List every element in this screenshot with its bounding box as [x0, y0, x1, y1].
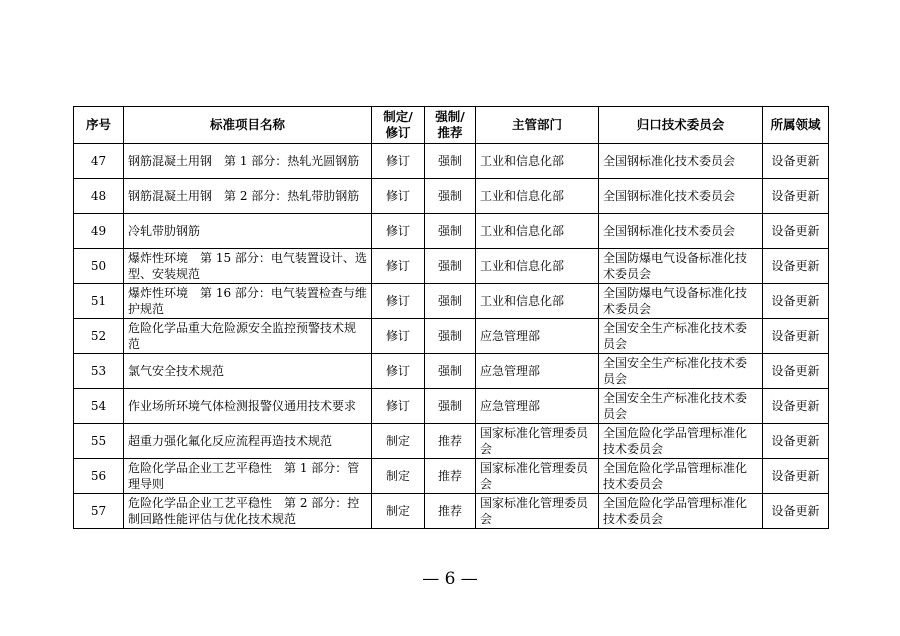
cell-no: 54 [74, 389, 124, 424]
standards-table [73, 106, 829, 529]
cell-standard-name: 爆炸性环境 第 16 部分：电气装置检查与维护规范 [124, 284, 372, 319]
cell-area: 设备更新 [763, 424, 829, 459]
cell-type: 制定 [372, 459, 425, 494]
cell-committee: 全国危险化学品管理标准化技术委员会 [599, 459, 763, 494]
cell-force: 推荐 [425, 424, 476, 459]
table-row [74, 249, 829, 284]
cell-type: 修订 [372, 249, 425, 284]
cell-committee: 全国钢标准化技术委员会 [599, 214, 763, 249]
cell-standard-name: 危险化学品重大危险源安全监控预警技术规范 [124, 319, 372, 354]
table-row [74, 459, 829, 494]
cell-area: 设备更新 [763, 494, 829, 529]
header-dept: 主管部门 [476, 107, 599, 144]
cell-type: 修订 [372, 389, 425, 424]
cell-standard-name: 冷轧带肋钢筋 [124, 214, 372, 249]
cell-area: 设备更新 [763, 144, 829, 179]
cell-type: 制定 [372, 424, 425, 459]
header-committee: 归口技术委员会 [599, 107, 763, 144]
cell-type: 修订 [372, 144, 425, 179]
cell-committee: 全国安全生产标准化技术委员会 [599, 389, 763, 424]
table-row [74, 424, 829, 459]
cell-department: 国家标准化管理委员会 [476, 494, 599, 529]
table-row [74, 284, 829, 319]
header-type: 制定/ 修订 [372, 107, 425, 144]
cell-no: 55 [74, 424, 124, 459]
table-row [74, 319, 829, 354]
cell-committee: 全国安全生产标准化技术委员会 [599, 354, 763, 389]
table-row [74, 214, 829, 249]
table-row [74, 354, 829, 389]
cell-area: 设备更新 [763, 354, 829, 389]
cell-no: 50 [74, 249, 124, 284]
cell-force: 推荐 [425, 494, 476, 529]
page-number: — 6 — [422, 569, 478, 589]
cell-committee: 全国钢标准化技术委员会 [599, 144, 763, 179]
cell-committee: 全国危险化学品管理标准化技术委员会 [599, 424, 763, 459]
cell-area: 设备更新 [763, 179, 829, 214]
cell-standard-name: 危险化学品企业工艺平稳性 第 1 部分：管理导则 [124, 459, 372, 494]
table-row [74, 179, 829, 214]
table-row [74, 389, 829, 424]
cell-no: 53 [74, 354, 124, 389]
cell-force: 强制 [425, 284, 476, 319]
cell-standard-name: 氯气安全技术规范 [124, 354, 372, 389]
cell-no: 57 [74, 494, 124, 529]
cell-force: 强制 [425, 179, 476, 214]
cell-force: 推荐 [425, 459, 476, 494]
cell-type: 修订 [372, 284, 425, 319]
cell-force: 强制 [425, 389, 476, 424]
cell-no: 49 [74, 214, 124, 249]
table-row [74, 494, 829, 529]
cell-area: 设备更新 [763, 389, 829, 424]
cell-no: 51 [74, 284, 124, 319]
cell-standard-name: 爆炸性环境 第 15 部分：电气装置设计、选型、安装规范 [124, 249, 372, 284]
cell-department: 国家标准化管理委员会 [476, 424, 599, 459]
cell-standard-name: 钢筋混凝土用钢 第 2 部分：热轧带肋钢筋 [124, 179, 372, 214]
cell-department: 应急管理部 [476, 319, 599, 354]
header-force: 强制/ 推荐 [425, 107, 476, 144]
cell-standard-name: 作业场所环境气体检测报警仪通用技术要求 [124, 389, 372, 424]
cell-no: 56 [74, 459, 124, 494]
cell-area: 设备更新 [763, 459, 829, 494]
header-name: 标准项目名称 [124, 107, 372, 144]
header-row [74, 107, 829, 144]
cell-force: 强制 [425, 354, 476, 389]
cell-department: 工业和信息化部 [476, 144, 599, 179]
cell-standard-name: 超重力强化氟化反应流程再造技术规范 [124, 424, 372, 459]
cell-committee: 全国危险化学品管理标准化技术委员会 [599, 494, 763, 529]
table-body [74, 144, 829, 529]
cell-committee: 全国防爆电气设备标准化技术委员会 [599, 249, 763, 284]
cell-type: 修订 [372, 319, 425, 354]
cell-type: 修订 [372, 214, 425, 249]
cell-type: 制定 [372, 494, 425, 529]
cell-committee: 全国钢标准化技术委员会 [599, 179, 763, 214]
cell-department: 应急管理部 [476, 389, 599, 424]
cell-force: 强制 [425, 249, 476, 284]
cell-type: 修订 [372, 179, 425, 214]
cell-area: 设备更新 [763, 319, 829, 354]
header-area: 所属领域 [763, 107, 829, 144]
cell-force: 强制 [425, 144, 476, 179]
cell-committee: 全国安全生产标准化技术委员会 [599, 319, 763, 354]
cell-department: 工业和信息化部 [476, 214, 599, 249]
cell-department: 工业和信息化部 [476, 249, 599, 284]
cell-standard-name: 钢筋混凝土用钢 第 1 部分：热轧光圆钢筋 [124, 144, 372, 179]
cell-type: 修订 [372, 354, 425, 389]
header-no: 序号 [74, 107, 124, 144]
cell-no: 52 [74, 319, 124, 354]
cell-force: 强制 [425, 319, 476, 354]
cell-standard-name: 危险化学品企业工艺平稳性 第 2 部分：控制回路性能评估与优化技术规范 [124, 494, 372, 529]
cell-area: 设备更新 [763, 284, 829, 319]
cell-no: 47 [74, 144, 124, 179]
cell-no: 48 [74, 179, 124, 214]
cell-area: 设备更新 [763, 214, 829, 249]
cell-department: 国家标准化管理委员会 [476, 459, 599, 494]
cell-committee: 全国防爆电气设备标准化技术委员会 [599, 284, 763, 319]
table-row [74, 144, 829, 179]
cell-department: 应急管理部 [476, 354, 599, 389]
cell-force: 强制 [425, 214, 476, 249]
cell-area: 设备更新 [763, 249, 829, 284]
cell-department: 工业和信息化部 [476, 179, 599, 214]
cell-department: 工业和信息化部 [476, 284, 599, 319]
